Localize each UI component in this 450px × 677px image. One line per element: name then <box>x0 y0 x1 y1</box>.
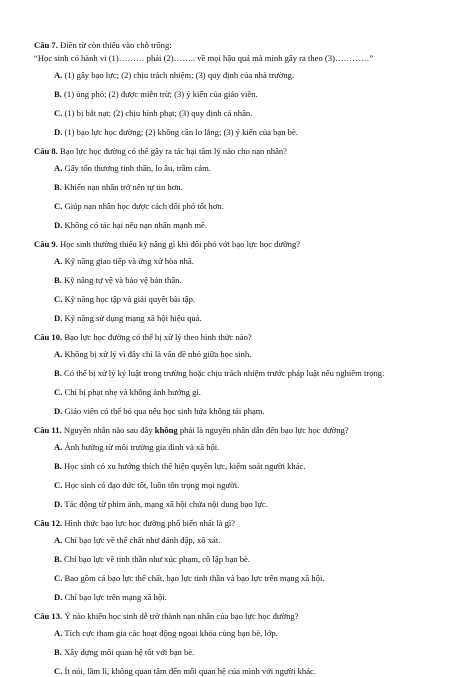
option-letter: C. <box>54 573 63 583</box>
option-b <box>34 182 416 193</box>
option-letter: A. <box>54 70 63 80</box>
option-d <box>34 220 416 231</box>
question-number: Câu 10. <box>34 332 63 342</box>
question-text: Học sinh thường thiếu kỹ năng gì khi đối phó với bạo lực học đường? <box>60 239 301 249</box>
option-letter: A. <box>54 535 63 545</box>
question-7 <box>34 40 416 138</box>
option-c <box>34 201 416 212</box>
option-text: Học sinh có đạo đức tốt, luôn tôn trọng mọi người. <box>64 480 240 490</box>
option-text: Chỉ bạo lực trên mạng xã hội. <box>64 592 167 602</box>
option-text: Không có tác hại nếu nạn nhân mạnh mẽ. <box>64 220 207 230</box>
option-text: Không bị xử lý vì đây chỉ là vấn đề nhỏ giữa học sinh. <box>64 349 252 359</box>
option-b <box>34 275 416 286</box>
option-text: Giúp nạn nhân học được cách đối phó tốt hơn. <box>64 201 224 211</box>
option-text: Tích cực tham gia các hoạt động ngoại khóa cùng bạn bè, lớp. <box>64 628 278 638</box>
question-text: Bạo lực học đường có thể bị xử lý theo hình thức nào? <box>64 332 252 342</box>
option-letter: B. <box>54 368 62 378</box>
option-b <box>34 554 416 565</box>
option-letter: A. <box>54 349 63 359</box>
question-keyword: không <box>154 425 178 435</box>
option-letter: A. <box>54 256 63 266</box>
option-text: Xây dựng mối quan hệ tốt với bạn bè. <box>64 647 195 657</box>
question-number: Câu 11. <box>34 425 62 435</box>
option-a <box>34 163 416 174</box>
option-letter: B. <box>54 89 62 99</box>
option-c <box>34 480 416 491</box>
option-letter: C. <box>54 480 63 490</box>
option-text: Khiến nạn nhân trở nên tự tin hơn. <box>64 182 183 192</box>
option-b <box>34 647 416 658</box>
option-a <box>34 256 416 267</box>
question-stem <box>34 611 416 622</box>
option-text: (1) bạo lực học đường; (2) không cần lo lắng; (3) ý kiến của bạn bè. <box>64 127 298 137</box>
question-number: Câu 9. <box>34 239 58 249</box>
option-text: Chỉ bạo lực về thể chất như đánh đập, xô xát. <box>64 535 221 545</box>
question-number: Câu 8. <box>34 146 58 156</box>
option-text: Kỹ năng tự vệ và bảo vệ bản thân. <box>64 275 182 285</box>
question-number: Câu 12. <box>34 518 63 528</box>
option-text: Bao gồm cả bạo lực thể chất, bạo lực tinh thần và bạo lực trên mạng xã hội. <box>64 573 325 583</box>
question-text: Bạo lực học đường có thể gây ra tác hại tâm lý nào cho nạn nhân? <box>60 146 288 156</box>
option-b <box>34 368 416 379</box>
question-text-end: phải là nguyên nhân dẫn đến bạo lực học đường? <box>177 425 349 435</box>
question-stem <box>34 40 416 51</box>
question-8 <box>34 146 416 231</box>
option-letter: C. <box>54 666 63 676</box>
option-c <box>34 666 416 677</box>
question-stem <box>34 146 416 157</box>
option-text: Ít nói, lầm lì, không quan tâm đến mối quan hệ của mình với người khác. <box>64 666 316 676</box>
option-text: (1) bị bắt nạt; (2) chịu hình phạt; (3) quy định cá nhân. <box>64 108 253 118</box>
option-letter: C. <box>54 387 63 397</box>
option-a <box>34 349 416 360</box>
option-c <box>34 108 416 119</box>
question-number: Câu 7. <box>34 40 58 50</box>
option-d <box>34 499 416 510</box>
option-b <box>34 461 416 472</box>
question-stem <box>34 239 416 250</box>
option-letter: C. <box>54 108 63 118</box>
question-9 <box>34 239 416 324</box>
option-letter: B. <box>54 554 62 564</box>
option-letter: A. <box>54 628 63 638</box>
option-letter: B. <box>54 275 62 285</box>
question-text: Hình thức bạo lực học đường phổ biến nhất là gì? <box>64 518 236 528</box>
option-a <box>34 535 416 546</box>
question-stem <box>34 332 416 343</box>
option-text: (1) ủng phó; (2) được miễn trừ; (3) ý kiến của giáo viên. <box>64 89 258 99</box>
option-text: Giáo viên có thể bỏ qua nếu học sinh hứa không tái phạm. <box>64 406 265 416</box>
option-letter: D. <box>54 406 63 416</box>
question-12 <box>34 518 416 603</box>
option-text: (1) gây bạo lực; (2) chịu trách nhiệm; (3) quy định của nhà trường. <box>64 70 295 80</box>
option-text: Học sinh có xu hướng thích thể hiện quyền lực, kiểm soát người khác. <box>64 461 306 471</box>
option-letter: A. <box>54 163 63 173</box>
question-11 <box>34 425 416 510</box>
option-letter: D. <box>54 313 63 323</box>
option-text: Gây tổn thương tinh thần, lo âu, trầm cảm. <box>64 163 211 173</box>
option-text: Chỉ bị phạt nhẹ và không ảnh hưởng gì. <box>64 387 201 397</box>
question-text: Điền từ còn thiếu vào chỗ trống: <box>60 40 172 50</box>
option-text: Có thể bị xử lý kỷ luật trong trường hoặc chịu trách nhiệm trước pháp luật nếu nghiêm trọng. <box>64 368 385 378</box>
option-a <box>34 442 416 453</box>
option-text: Ảnh hưởng từ môi trường gia đình và xã hội. <box>64 442 220 452</box>
option-d <box>34 592 416 603</box>
question-text: Nguyên nhân nào sau đây <box>63 425 155 435</box>
option-d <box>34 406 416 417</box>
option-text: Kỹ năng giao tiếp và ứng xử hòa nhã. <box>64 256 194 266</box>
option-letter: D. <box>54 592 63 602</box>
option-letter: D. <box>54 127 63 137</box>
option-text: Tác động từ phim ảnh, mạng xã hội chứa nội dung bạo lực. <box>64 499 268 509</box>
option-c <box>34 573 416 584</box>
option-a <box>34 70 416 81</box>
option-letter: B. <box>54 461 62 471</box>
option-letter: C. <box>54 294 63 304</box>
option-c <box>34 387 416 398</box>
option-d <box>34 313 416 324</box>
option-letter: D. <box>54 499 63 509</box>
option-letter: C. <box>54 201 63 211</box>
option-text: Kỹ năng học tập và giải quyết bài tập. <box>64 294 196 304</box>
question-stem <box>34 425 416 436</box>
question-10 <box>34 332 416 417</box>
question-number: Câu 13. <box>34 611 63 621</box>
option-b <box>34 89 416 100</box>
option-letter: A. <box>54 442 63 452</box>
option-letter: B. <box>54 647 62 657</box>
option-text: Kỹ năng sử dụng mạng xã hội hiệu quả. <box>64 313 202 323</box>
option-c <box>34 294 416 305</box>
option-d <box>34 127 416 138</box>
question-text: Ý nào khiến học sinh dễ trở thành nạn nhân của bạo lực học đường? <box>64 611 299 621</box>
question-text-continued: “Học sinh có hành vi (1)……… phải (2)…….. về mọi hậu quả mà mình gây ra theo (3)…………” <box>34 53 374 63</box>
option-letter: D. <box>54 220 63 230</box>
option-letter: B. <box>54 182 62 192</box>
option-a <box>34 628 416 639</box>
question-stem <box>34 518 416 529</box>
option-text: Chỉ bạo lực về tinh thần như xúc phạm, cô lập bạn bè. <box>64 554 250 564</box>
question-13 <box>34 611 416 677</box>
